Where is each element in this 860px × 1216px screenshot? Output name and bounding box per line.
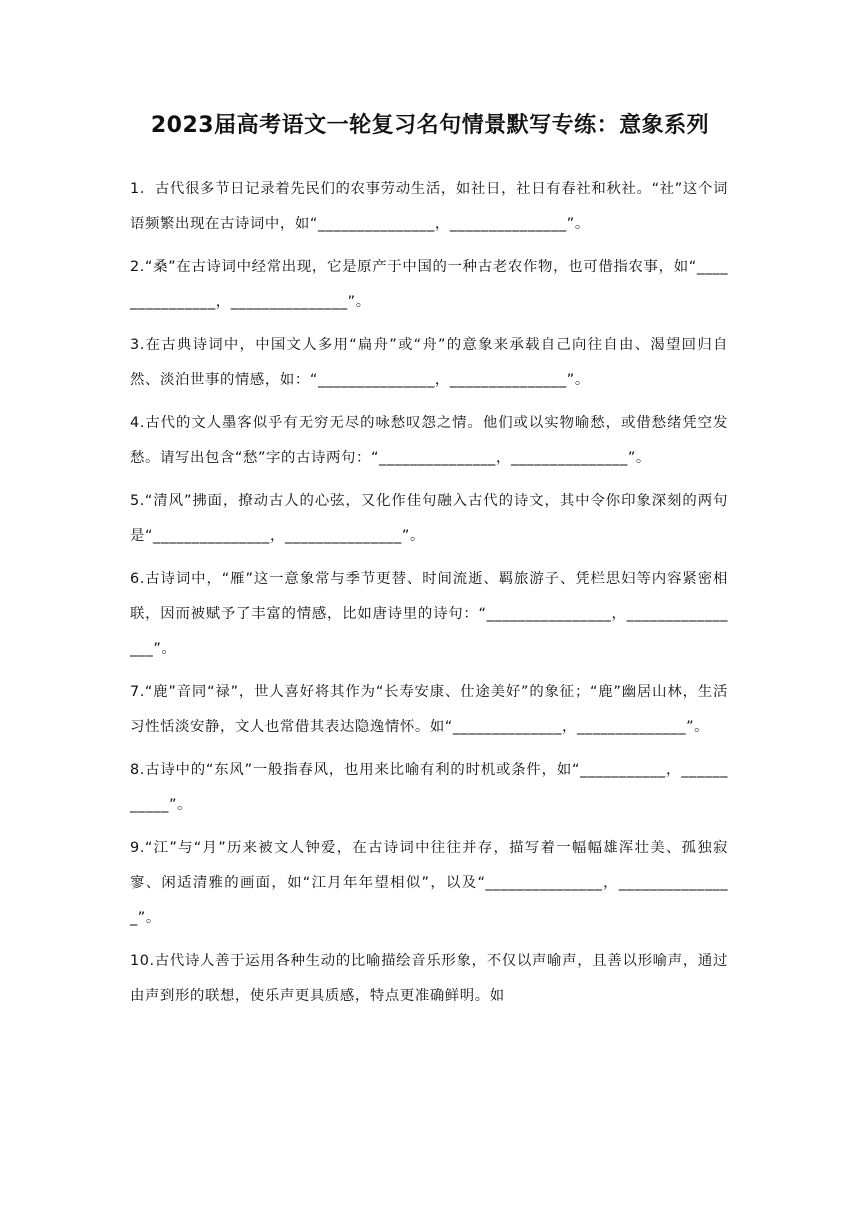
question-item: 6.古诗词中，“雁”这一意象常与季节更替、时间流逝、羁旅游子、凭栏思妇等内容紧密相联，因而被赋予了丰富的情感，比如唐诗里的诗句：“________________，________________”。: [130, 571, 728, 657]
question-item: 8.古诗中的“东风”一般指春风，也用来比喻有利的时机或条件，如“___________，___________”。: [130, 762, 728, 813]
question-item: 10.古代诗人善于运用各种生动的比喻描绘音乐形象，不仅以声喻声，且善以形喻声，通过由声到形的联想，使乐声更具质感，特点更准确鲜明。如: [130, 953, 728, 1004]
question-list: [130, 172, 728, 1022]
question-item: 9.“江”与“月”历来被文人钟爱，在古诗词中往往并存，描写着一幅幅雄浑壮美、孤独寂寥、闲适清雅的画面，如“江月年年望相似”，以及“_______________，_______________”。: [130, 840, 728, 926]
question-item: 1．古代很多节日记录着先民们的农事劳动生活，如社日，社日有春社和秋社。“社”这个词语频繁出现在古诗词中，如“_______________，_______________”。: [130, 181, 728, 232]
question-item: 5.“清风”拂面，撩动古人的心弦，又化作佳句融入古代的诗文，其中令你印象深刻的两句是“_______________，_______________”。: [130, 493, 728, 544]
question-item: 2.“桑”在古诗词中经常出现，它是原产于中国的一种古老农作物，也可借指农事，如“_______________，_______________”。: [130, 259, 728, 310]
document-title: 2023届高考语文一轮复习名句情景默写专练：意象系列: [150, 113, 710, 138]
question-item: 7.“鹿”音同“禄”，世人喜好将其作为“长寿安康、仕途美好”的象征；“鹿”幽居山林，生活习性恬淡安静，文人也常借其表达隐逸情怀。如“______________，______________”。: [130, 684, 728, 735]
question-item: 4.古代的文人墨客似乎有无穷无尽的咏愁叹怨之情。他们或以实物喻愁，或借愁绪凭空发愁。请写出包含“愁”字的古诗两句：“_______________，_______________”。: [130, 415, 728, 466]
question-item: 3.在古典诗词中，中国文人多用“扁舟”或“舟”的意象来承载自己向往自由、渴望回归自然、淡泊世事的情感，如：“_______________，_______________”。: [130, 337, 728, 388]
